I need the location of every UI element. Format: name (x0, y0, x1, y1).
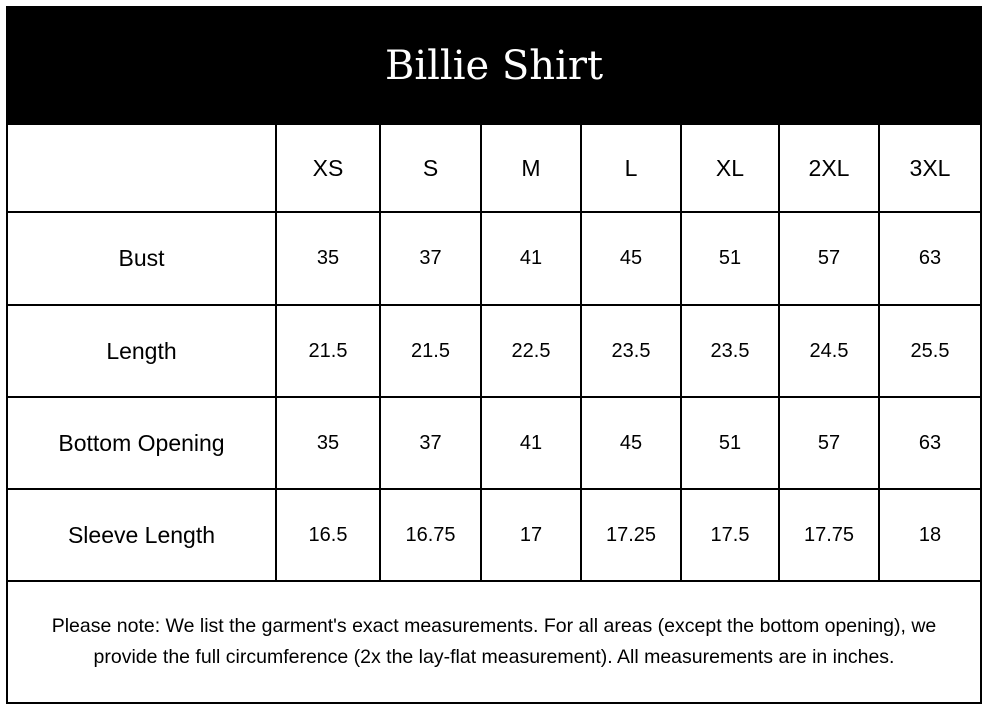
measurement-cell: 16.5 (277, 490, 381, 582)
row-label: Bust (6, 213, 277, 306)
measurement-cell: 22.5 (482, 306, 582, 398)
measurement-cell: 35 (277, 213, 381, 306)
size-header: M (482, 125, 582, 213)
measurement-cell: 17 (482, 490, 582, 582)
measurement-cell: 21.5 (381, 306, 482, 398)
measurement-cell: 37 (381, 398, 482, 490)
measurement-cell: 23.5 (682, 306, 780, 398)
measurement-note: Please note: We list the garment's exact measurements. For all areas (except the bottom opening), we provide the full circumference (2x the lay-flat measurement). All measurements are in inches. (6, 582, 982, 704)
measurement-cell: 21.5 (277, 306, 381, 398)
row-label: Length (6, 306, 277, 398)
measurement-cell: 41 (482, 398, 582, 490)
measurement-cell: 51 (682, 213, 780, 306)
measurement-cell: 63 (880, 213, 982, 306)
measurement-cell: 51 (682, 398, 780, 490)
size-header: 3XL (880, 125, 982, 213)
measurement-cell: 45 (582, 398, 682, 490)
measurement-cell: 57 (780, 213, 880, 306)
measurement-cell: 16.75 (381, 490, 482, 582)
measurement-cell: 17.75 (780, 490, 880, 582)
corner-cell (6, 125, 277, 213)
measurement-cell: 17.5 (682, 490, 780, 582)
measurement-cell: 45 (582, 213, 682, 306)
measurement-cell: 23.5 (582, 306, 682, 398)
size-header: XL (682, 125, 780, 213)
size-header: XS (277, 125, 381, 213)
size-header: L (582, 125, 682, 213)
row-label: Bottom Opening (6, 398, 277, 490)
measurement-cell: 37 (381, 213, 482, 306)
chart-title: Billie Shirt (6, 6, 982, 125)
measurement-cell: 41 (482, 213, 582, 306)
size-header: S (381, 125, 482, 213)
measurement-cell: 17.25 (582, 490, 682, 582)
row-label: Sleeve Length (6, 490, 277, 582)
measurement-cell: 35 (277, 398, 381, 490)
measurement-cell: 25.5 (880, 306, 982, 398)
size-table (6, 125, 982, 582)
size-header: 2XL (780, 125, 880, 213)
measurement-cell: 24.5 (780, 306, 880, 398)
measurement-cell: 63 (880, 398, 982, 490)
measurement-cell: 18 (880, 490, 982, 582)
measurement-cell: 57 (780, 398, 880, 490)
